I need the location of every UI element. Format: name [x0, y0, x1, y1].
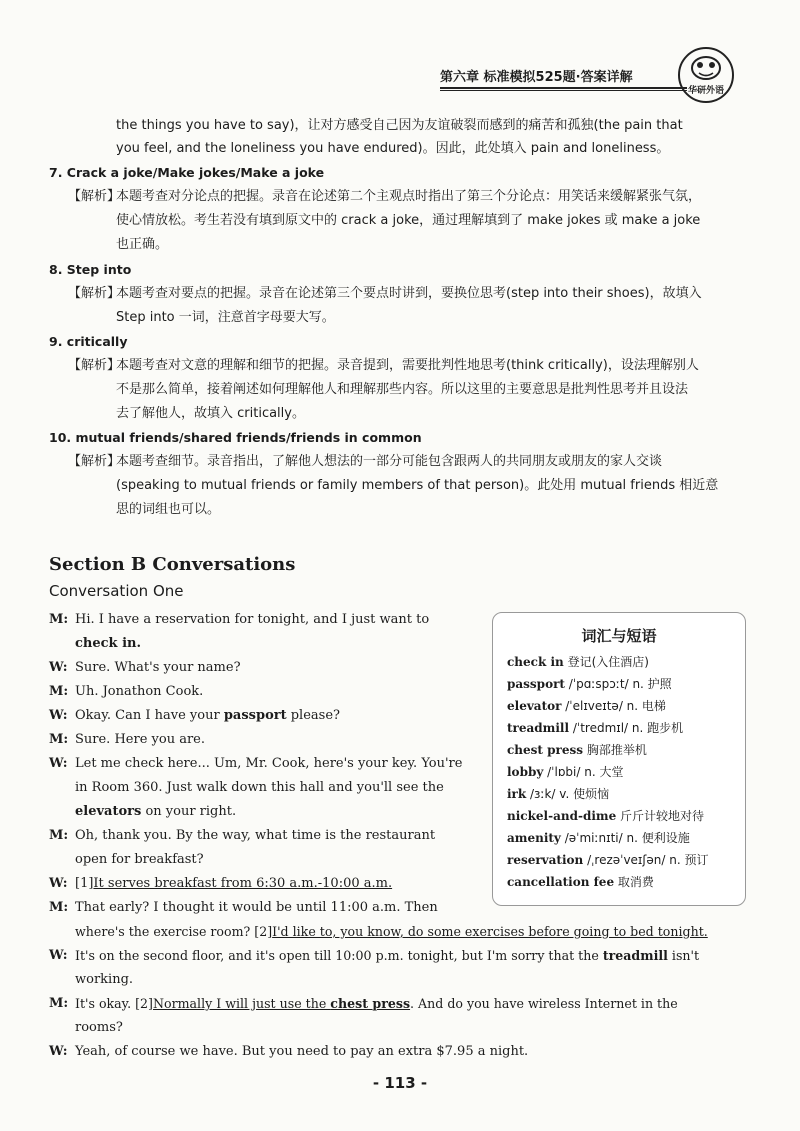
dialogue-line: open for breakfast? — [75, 852, 204, 867]
answer-9-line-2: 不是那么简单，接着阐述如何理解他人和理解那些内容。所以这里的主要意思是批判性思考并且设法 — [116, 382, 689, 397]
conversation-title: Conversation One — [49, 582, 184, 600]
vocab-entry: treadmill /ˈtredmɪl/ n. 跑步机 — [507, 721, 684, 735]
answer-10-line-2: (speaking to mutual friends or family members of that person)。此处用 mutual friends 相近意 — [116, 478, 719, 493]
running-header: 第六章 标准模拟525题·答案详解 — [440, 70, 633, 85]
answer-7-line-2: 使心情放松。考生若没有填到原文中的 crack a joke，通过理解填到了 make jokes 或 make a joke — [116, 213, 701, 228]
answer-9-title: 9. critically — [49, 334, 128, 349]
vocab-entry: cancellation fee 取消费 — [507, 875, 654, 889]
answer-8-line-2: Step into 一词，注意首字母要大写。 — [116, 310, 335, 325]
dialogue-line: Sure. Here you are. — [75, 732, 205, 747]
vocab-entry: elevator /ˈelɪveɪtə/ n. 电梯 — [507, 699, 666, 713]
speaker-label: M: — [49, 684, 69, 699]
dialogue-line: elevators on your right. — [75, 804, 237, 819]
dialogue-line: That early? I thought it would be until 11:00 a.m. Then — [75, 900, 438, 915]
jiexi-label: 【解析】 — [68, 358, 121, 373]
vocab-highlight: treadmill — [602, 948, 668, 963]
header-rule — [440, 87, 687, 89]
dialogue-line: It's on the second floor, and it's open till 10:00 p.m. tonight, but I'm sorry that the treadmill isn't — [75, 948, 700, 963]
vocab-entry: irk /ɜːk/ v. 使烦恼 — [507, 787, 610, 801]
dialogue-line: Uh. Jonathon Cook. — [75, 684, 204, 699]
dialogue-line: where's the exercise room? [2]I'd like to, you know, do some exercises before going to bed tonight. — [75, 924, 708, 939]
dialogue-line: Sure. What's your name? — [75, 660, 241, 675]
vocab-entry: amenity /əˈmiːnɪti/ n. 便利设施 — [507, 831, 690, 845]
answer-7-title: 7. Crack a joke/Make jokes/Make a joke — [49, 165, 325, 180]
intro-line-2: you feel, and the loneliness you have endured)。因此，此处填入 pain and loneliness。 — [116, 141, 670, 156]
speaker-label: M: — [49, 900, 69, 915]
dialogue-line: It's okay. [2]Normally I will just use the chest press. And do you have wireless Internet in the — [75, 996, 678, 1011]
dialogue-line: working. — [75, 972, 134, 987]
vocab-entry: check in 登记(入住酒店) — [507, 655, 649, 669]
jiexi-label: 【解析】 — [68, 189, 121, 204]
jiexi-label: 【解析】 — [68, 454, 121, 469]
intro-line-1: the things you have to say)，让对方感受自己因为友谊破裂而感到的痛苦和孤独(the pain that — [116, 118, 683, 133]
answer-10-line-1: 本题考查细节。录音指出，了解他人想法的一部分可能包含跟两人的共同朋友或朋友的家人交谈 — [116, 454, 663, 469]
vocab-highlight: elevators — [75, 804, 142, 819]
answer-7-line-3: 也正确。 — [116, 237, 169, 252]
answer-9-line-1: 本题考查对文意的理解和细节的把握。录音提到，需要批判性地思考(think critically)，设法理解别人 — [116, 358, 699, 373]
speaker-label: M: — [49, 732, 69, 747]
jiexi-label: 【解析】 — [68, 286, 121, 301]
dialogue-line: Okay. Can I have your passport please? — [75, 708, 340, 723]
vocab-highlight: passport — [223, 708, 287, 723]
answer-7-line-1: 本题考查对分论点的把握。录音在论述第二个主观点时指出了第三个分论点：用笑话来缓解紧张气氛， — [116, 189, 702, 204]
vocab-entry: passport /ˈpɑːspɔːt/ n. 护照 — [507, 677, 672, 691]
speaker-label: W: — [49, 756, 68, 771]
section-title: Section B Conversations — [49, 554, 296, 575]
vocab-title: 词汇与短语 — [581, 627, 657, 645]
publisher-logo — [677, 46, 735, 104]
answer-10-title: 10. mutual friends/shared friends/friends in common — [49, 430, 422, 445]
answer-underline: Normally I will just use the chest press — [152, 996, 411, 1011]
vocab-entry: reservation /ˌrezəˈveɪʃən/ n. 预订 — [507, 853, 709, 867]
speaker-label: M: — [49, 828, 69, 843]
dialogue-line: Let me check here... Um, Mr. Cook, here's your key. You're — [75, 756, 463, 771]
speaker-label: W: — [49, 1044, 68, 1059]
dialogue-line: Yeah, of course we have. But you need to pay an extra $7.95 a night. — [75, 1044, 529, 1059]
vocab-box — [492, 612, 746, 906]
dialogue-line: in Room 360. Just walk down this hall and you'll see the — [75, 780, 444, 795]
speaker-label: W: — [49, 708, 68, 723]
speaker-label: M: — [49, 612, 69, 627]
vocab-entry: nickel-and-dime 斤斤计较地对待 — [507, 809, 705, 823]
answer-underline: I'd like to, you know, do some exercises before going to bed tonight. — [272, 924, 708, 939]
dialogue-line: Hi. I have a reservation for tonight, and I just want to — [75, 612, 430, 627]
answer-underline: It serves breakfast from 6:30 a.m.-10:00 a.m. — [93, 876, 393, 891]
speaker-label: W: — [49, 876, 68, 891]
dialogue-line: Oh, thank you. By the way, what time is the restaurant — [75, 828, 436, 843]
dialogue-line: [1]It serves breakfast from 6:30 a.m.-10:00 a.m. — [75, 876, 393, 891]
dialogue-line: rooms? — [75, 1020, 123, 1035]
page-number: - 113 - — [372, 1074, 428, 1092]
speaker-label: W: — [49, 948, 68, 963]
answer-8-line-1: 本题考查对要点的把握。录音在论述第三个要点时讲到，要换位思考(step into their shoes)，故填入 — [116, 286, 702, 301]
vocab-entry: chest press 胸部推举机 — [507, 743, 647, 757]
dialogue-line: check in. — [75, 636, 142, 651]
logo-text: 华研外语 — [687, 86, 725, 96]
answer-8-title: 8. Step into — [49, 262, 132, 277]
vocab-entry: lobby /ˈlɒbi/ n. 大堂 — [507, 765, 624, 779]
answer-10-line-3: 思的词组也可以。 — [116, 502, 221, 517]
header-rule-thin — [440, 90, 687, 91]
speaker-label: W: — [49, 660, 68, 675]
speaker-label: M: — [49, 996, 69, 1011]
answer-9-line-3: 去了解他人，故填入 critically。 — [116, 406, 305, 421]
